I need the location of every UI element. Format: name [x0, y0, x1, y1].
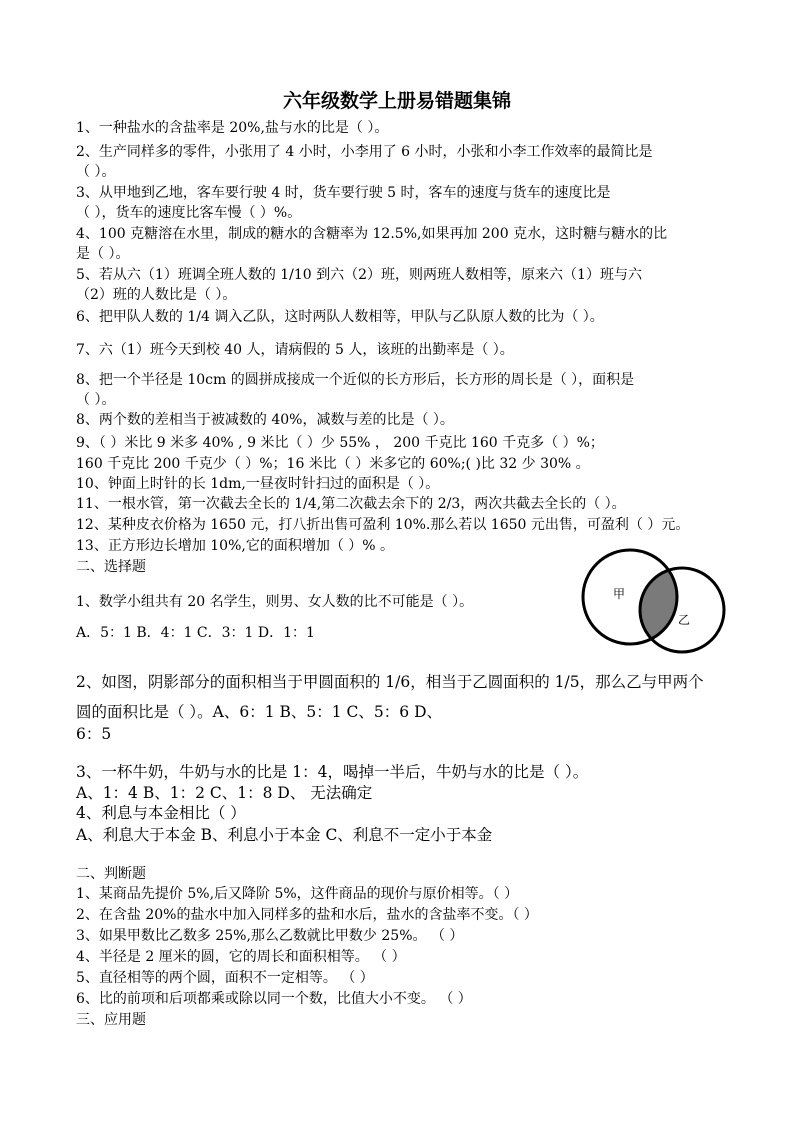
answer-options: A、利息大于本金 B、利息小于本金 C、利息不一定小于本金 — [76, 826, 493, 844]
question-line: 9、（ ）米比 9 米多 40% , 9 米比（ ）少 55% ， 200 千克比 160 千克多（ ）%； — [76, 435, 604, 451]
circle-b-label: 乙 — [678, 613, 691, 627]
question-line: 3、从甲地到乙地，客车要行驶 4 时，货车要行驶 5 时，客车的速度与货车的速度比是 — [76, 185, 611, 201]
question-line: 3、一杯牛奶，牛奶与水的比是 1：4，喝掉一半后，牛奶与水的比是（ ）。 — [76, 763, 589, 781]
question-line: 圆的面积比是（ ）。A、6：1 B、5：1 C、5：6 D、 — [76, 703, 442, 721]
venn-diagram — [572, 548, 734, 656]
question-line: （ ）。 — [76, 164, 116, 180]
question-line: 6、比的前项和后项都乘或除以同一个数，比值大小不变。 （ ） — [76, 991, 472, 1007]
question-line: 5、若从六（1）班调全班人数的 1/10 到六（2）班，则两班人数相等，原来六（1）班与六 — [76, 267, 642, 283]
question-line: 4、半径是 2 厘米的圆，它的周长和面积相等。 （ ） — [76, 949, 406, 965]
answer-options: A．5：1 B．4：1 C．3：1 D．1：1 — [76, 625, 315, 641]
question-line: 11、一根水管，第一次截去全长的 1/4,第二次截去余下的 2/3，两次共截去全长的（ ）。 — [76, 496, 626, 512]
question-line: 4、100 克糖溶在水里，制成的糖水的含糖率为 12.5%,如果再加 200 克水，这时糖与糖水的比 — [76, 226, 668, 242]
question-line: 8、两个数的差相当于被减数的 40%，减数与差的比是（ ）。 — [76, 412, 454, 428]
question-line: 160 千克比 200 千克少（ ）%；16 米比（ ）米多它的 60%;( )比 32 少 30% 。 — [76, 456, 590, 472]
question-line: 13、正方形边长增加 10%,它的面积增加（ ）% 。 — [76, 538, 395, 554]
circle-a-label: 甲 — [613, 587, 626, 601]
question-line: 2、如图，阴影部分的面积相当于甲圆面积的 1/6，相当于乙圆面积的 1/5，那么乙与甲两个 — [76, 673, 704, 691]
question-line: （2）班的人数比是（ ）。 — [76, 287, 237, 303]
section-heading: 二、判断题 — [76, 866, 146, 882]
answer-options: A、1：4 B、1：2 C、1：8 D、 无法确定 — [76, 784, 373, 802]
section-heading: 二、选择题 — [76, 559, 146, 575]
question-line: 3、如果甲数比乙数多 25%,那么乙数就比甲数少 25%。 （ ） — [76, 928, 464, 944]
question-line: （ ）。 — [76, 392, 116, 408]
question-line: 6：5 — [76, 725, 112, 743]
question-line: 10、钟面上时针的长 1dm,一昼夜时针扫过的面积是（ ）。 — [76, 476, 440, 492]
question-line: 12、某种皮衣价格为 1650 元，打八折出售可盈利 10%.那么若以 1650 元出售，可盈利（ ）元。 — [76, 517, 690, 533]
question-line: 1、某商品先提价 5%,后又降阶 5%，这件商品的现价与原价相等。（ ） — [76, 886, 519, 902]
question-line: 是（ ）。 — [76, 246, 130, 262]
question-line: 8、把一个半径是 10cm 的圆拼成接成一个近似的长方形后，长方形的周长是（ ），面积是 — [76, 372, 635, 388]
question-line: 6、把甲队人数的 1/4 调入乙队，这时两队人数相等，甲队与乙队原人数的比为（ ）。 — [76, 309, 604, 325]
question-line: 4、利息与本金相比（ ） — [76, 804, 246, 822]
question-line: 1、数学小组共有 20 名学生，则男、女人数的比不可能是（ ）。 — [76, 594, 474, 610]
question-line: （ ），货车的速度比客车慢（ ）%。 — [76, 205, 302, 221]
section-heading: 三、应用题 — [76, 1012, 146, 1028]
page-title: 六年级数学上册易错题集锦 — [282, 90, 511, 112]
question-line: 5、直径相等的两个圆，面积不一定相等。 （ ） — [76, 970, 374, 986]
question-line: 2、在含盐 20%的盐水中加入同样多的盐和水后，盐水的含盐率不变。（ ） — [76, 907, 538, 923]
question-line: 1、一种盐水的含盐率是 20%,盐与水的比是（ ）。 — [76, 120, 389, 136]
question-line: 2、生产同样多的零件，小张用了 4 小时，小李用了 6 小时，小张和小李工作效率的最简比是 — [76, 144, 653, 160]
question-line: 7、六（1）班今天到校 40 人，请病假的 5 人，该班的出勤率是（ ）。 — [76, 342, 514, 358]
